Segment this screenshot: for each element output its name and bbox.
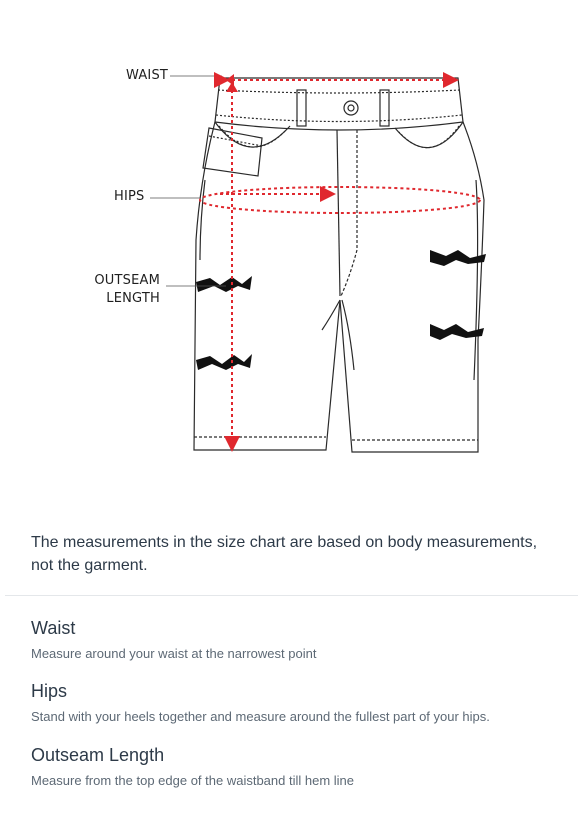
waist-label: WAIST <box>126 68 169 83</box>
outseam-label-line2: LENGTH <box>106 291 160 306</box>
section-divider <box>5 595 578 596</box>
label-leader-lines <box>150 76 226 286</box>
hips-title: Hips <box>31 681 68 701</box>
hips-label: HIPS <box>114 189 145 204</box>
outseam-length-title: Outseam Length <box>31 745 165 765</box>
outseam-length-label <box>94 272 160 308</box>
waist-title: Waist <box>31 618 76 638</box>
outseam-length-description: Measure from the top edge of the waistband till hem line <box>31 773 355 788</box>
hips-description: Stand with your heels together and measure around the fullest part of your hips. <box>31 709 490 724</box>
hips-measure-ellipse <box>200 187 480 213</box>
waist-description: Measure around your waist at the narrowest point <box>31 646 317 661</box>
measurement-note: The measurements in the size chart are based on body measurements, not the garment. <box>31 534 538 574</box>
outseam-label-line1: OUTSEAM <box>94 273 160 288</box>
